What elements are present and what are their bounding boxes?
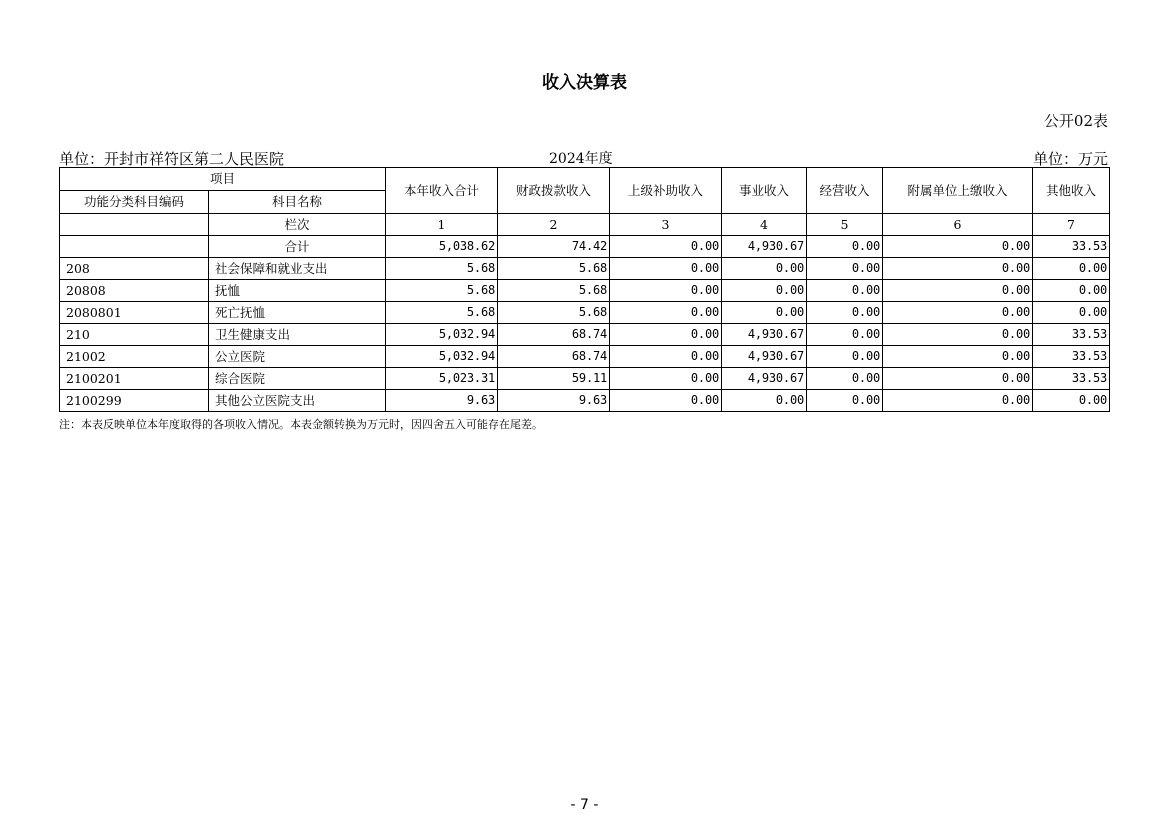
col-number: 7 — [1033, 214, 1110, 236]
table-row — [60, 346, 1110, 368]
row-value: 0.00 — [807, 258, 883, 280]
row-code: 2080801 — [60, 302, 209, 324]
row-name: 抚恤 — [209, 280, 386, 302]
row-value: 33.53 — [1033, 368, 1110, 390]
row-value: 0.00 — [883, 390, 1033, 412]
row-value: 5,032.94 — [386, 324, 498, 346]
row-value: 0.00 — [722, 302, 807, 324]
total-value: 0.00 — [883, 236, 1033, 258]
row-code: 208 — [60, 258, 209, 280]
row-value: 0.00 — [1033, 390, 1110, 412]
row-value: 33.53 — [1033, 324, 1110, 346]
row-code: 20808 — [60, 280, 209, 302]
row-value: 0.00 — [1033, 258, 1110, 280]
row-name: 社会保障和就业支出 — [209, 258, 386, 280]
row-value: 68.74 — [498, 346, 610, 368]
row-value: 5.68 — [498, 280, 610, 302]
row-value: 0.00 — [807, 346, 883, 368]
header-name: 科目名称 — [209, 191, 386, 214]
row-value: 0.00 — [722, 280, 807, 302]
table-note: 注：本表反映单位本年度取得的各项收入情况。本表金额转换为万元时，因四舍五入可能存在尾差。 — [59, 418, 543, 431]
row-value: 0.00 — [807, 368, 883, 390]
page-number: - 7 - — [570, 797, 599, 813]
table-row — [60, 258, 1110, 280]
row-value: 0.00 — [883, 324, 1033, 346]
row-value: 0.00 — [883, 258, 1033, 280]
row-code: 21002 — [60, 346, 209, 368]
row-value: 0.00 — [807, 390, 883, 412]
header-col-3: 上级补助收入 — [610, 168, 722, 214]
total-value: 0.00 — [807, 236, 883, 258]
row-value: 68.74 — [498, 324, 610, 346]
row-value: 5.68 — [386, 280, 498, 302]
row-value: 9.63 — [386, 390, 498, 412]
row-code: 2100201 — [60, 368, 209, 390]
col-number: 2 — [498, 214, 610, 236]
row-value: 9.63 — [498, 390, 610, 412]
total-value: 0.00 — [610, 236, 722, 258]
row-value: 0.00 — [883, 302, 1033, 324]
header-col-5: 经营收入 — [807, 168, 883, 214]
header-col-6: 附属单位上缴收入 — [883, 168, 1033, 214]
row-name: 综合医院 — [209, 368, 386, 390]
row-value: 5,023.31 — [386, 368, 498, 390]
total-value: 5,038.62 — [386, 236, 498, 258]
row-value: 0.00 — [883, 346, 1033, 368]
row-value: 0.00 — [722, 390, 807, 412]
fiscal-year: 2024年度 — [549, 151, 613, 167]
row-value: 4,930.67 — [722, 346, 807, 368]
row-value: 0.00 — [610, 390, 722, 412]
total-row — [60, 236, 1110, 258]
total-value: 33.53 — [1033, 236, 1110, 258]
row-value: 5.68 — [386, 258, 498, 280]
row-value: 4,930.67 — [722, 324, 807, 346]
col-number: 5 — [807, 214, 883, 236]
total-value: 4,930.67 — [722, 236, 807, 258]
row-value: 0.00 — [807, 280, 883, 302]
income-table — [59, 167, 1110, 412]
header-col-7: 其他收入 — [1033, 168, 1110, 214]
index-blank — [60, 214, 209, 236]
row-value: 0.00 — [1033, 280, 1110, 302]
row-value: 0.00 — [610, 346, 722, 368]
row-value: 0.00 — [610, 280, 722, 302]
total-blank — [60, 236, 209, 258]
col-number: 6 — [883, 214, 1033, 236]
header-col-1: 本年收入合计 — [386, 168, 498, 214]
row-value: 0.00 — [610, 258, 722, 280]
row-value: 0.00 — [610, 302, 722, 324]
table-row — [60, 390, 1110, 412]
row-value: 5.68 — [386, 302, 498, 324]
total-value: 74.42 — [498, 236, 610, 258]
header-col-2: 财政拨款收入 — [498, 168, 610, 214]
currency-unit: 单位：万元 — [1032, 150, 1108, 168]
page-title: 收入决算表 — [542, 73, 627, 93]
row-value: 5,032.94 — [386, 346, 498, 368]
row-value: 0.00 — [610, 324, 722, 346]
header-code: 功能分类科目编码 — [60, 191, 209, 214]
col-number: 1 — [386, 214, 498, 236]
form-number: 公开02表 — [1043, 112, 1108, 130]
row-value: 0.00 — [722, 258, 807, 280]
row-value: 59.11 — [498, 368, 610, 390]
row-code: 210 — [60, 324, 209, 346]
row-value: 0.00 — [610, 368, 722, 390]
table-row — [60, 324, 1110, 346]
table-row — [60, 302, 1110, 324]
total-label: 合计 — [209, 236, 386, 258]
row-value: 5.68 — [498, 302, 610, 324]
table-row — [60, 368, 1110, 390]
row-value: 0.00 — [807, 302, 883, 324]
index-label: 栏次 — [209, 214, 386, 236]
row-name: 公立医院 — [209, 346, 386, 368]
row-value: 0.00 — [1033, 302, 1110, 324]
row-value: 0.00 — [883, 280, 1033, 302]
row-value: 5.68 — [498, 258, 610, 280]
row-name: 卫生健康支出 — [209, 324, 386, 346]
col-number: 3 — [610, 214, 722, 236]
row-value: 33.53 — [1033, 346, 1110, 368]
row-value: 0.00 — [883, 368, 1033, 390]
row-value: 0.00 — [807, 324, 883, 346]
row-code: 2100299 — [60, 390, 209, 412]
header-item: 项目 — [60, 168, 386, 191]
col-number: 4 — [722, 214, 807, 236]
header-col-4: 事业收入 — [722, 168, 807, 214]
table-row — [60, 280, 1110, 302]
row-value: 4,930.67 — [722, 368, 807, 390]
reporting-unit: 单位：开封市祥符区第二人民医院 — [59, 150, 285, 168]
row-name: 死亡抚恤 — [209, 302, 386, 324]
row-name: 其他公立医院支出 — [209, 390, 386, 412]
